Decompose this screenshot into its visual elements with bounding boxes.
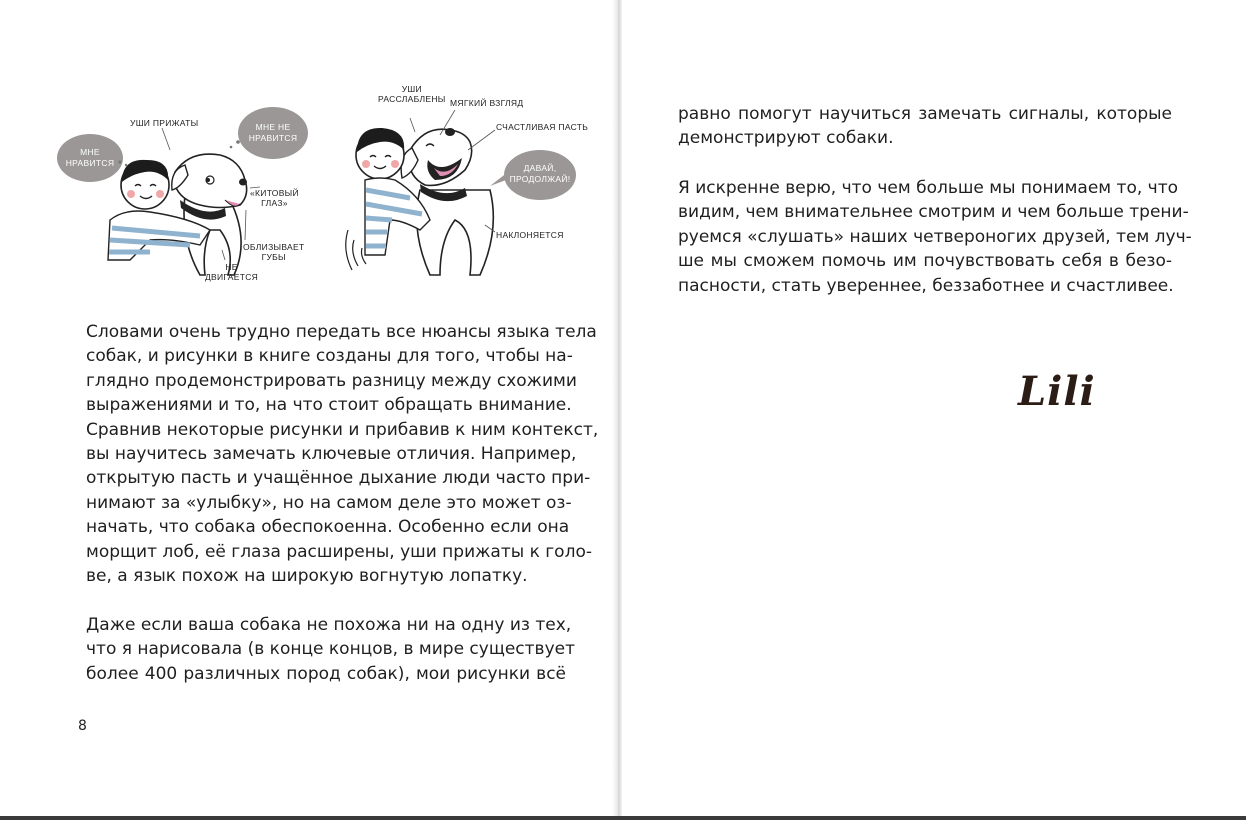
bubble-continue-text: ДАВАЙ, ПРОДОЛЖАЙ!	[509, 163, 571, 184]
label-ears-flattened: УШИ ПРИЖАТЫ	[130, 118, 199, 128]
text-line: видим, чем внимательнее смотрим и чем больше трени-	[678, 202, 1189, 223]
illustration-uncomfortable-dog	[50, 100, 320, 290]
text-line: ве, а язык похож на широкую вогнутую лопатку.	[86, 566, 528, 587]
text-line: ше мы сможем помочь им почувствовать себя в безо-	[678, 251, 1172, 272]
text-line: руемся «слушать» наших четвероногих друзей, тем луч-	[678, 226, 1192, 247]
text-line: Сравнив некоторые рисунки и прибавив к ним контекст,	[86, 419, 599, 440]
bubble-like-text: МНЕ НРАВИТСЯ	[65, 147, 115, 168]
text-line: что я нарисовала (в конце концов, в мире существует	[86, 639, 575, 660]
text-line: морщит лоб, её глаза расширены, уши прижаты к голо-	[86, 541, 592, 562]
label-leans: НАКЛОНЯЕТСЯ	[496, 230, 564, 240]
illustration-happy-dog	[340, 80, 589, 290]
text-line: Даже если ваша собака не похожа ни на одну из тех,	[86, 615, 572, 635]
label-ears-relaxed: УШИ РАССЛАБЛЕНЫ	[378, 84, 446, 104]
label-soft-gaze: МЯГКИЙ ВЗГЛЯД	[450, 98, 524, 108]
label-happy-mouth: СЧАСТЛИВАЯ ПАСТЬ	[496, 122, 589, 132]
paragraph-closing	[678, 176, 1192, 298]
right-page	[622, 0, 1246, 816]
text-line: демонстрируют собаки.	[678, 128, 894, 149]
happy-dog-drawing	[340, 80, 585, 290]
text-line: Словами очень трудно передать все нюансы языка тела	[86, 322, 597, 342]
page-number: 8	[78, 718, 87, 734]
text-line: глядно продемонстрировать разницу между схожими	[86, 370, 577, 391]
text-line: выражениями и то, на что стоит обращать внимание.	[86, 395, 572, 416]
text-line: вы научитесь замечать ключевые отличия. Например,	[86, 444, 577, 465]
text-line: открытую пасть и учащённое дыхание люди часто при-	[86, 468, 591, 489]
text-line: равно помогут научиться замечать сигналы, которые	[678, 104, 1172, 124]
label-licks-lips: ОБЛИЗЫВАЕТ ГУБЫ	[243, 242, 305, 262]
text-line: Я искренне верю, что чем больше мы понимаем то, что	[678, 178, 1178, 198]
paragraph-body-1	[86, 320, 599, 588]
text-line: собак, и рисунки в книге созданы для того, чтобы на-	[86, 346, 573, 367]
paragraph-body-2	[86, 613, 575, 686]
author-signature: Lili	[1018, 368, 1096, 415]
label-not-moving: НЕ ДВИГАЕТСЯ	[205, 262, 259, 282]
text-line: пасности, стать увереннее, беззаботнее и счастливее.	[678, 275, 1174, 296]
left-page	[0, 0, 616, 816]
book-bottom-edge	[0, 816, 1246, 820]
label-whale-eye: «КИТОВЫЙ ГЛАЗ»	[250, 188, 299, 208]
bubble-dislike-text: МНЕ НЕ НРАВИТСЯ	[248, 122, 298, 143]
paragraph-continued	[678, 102, 1172, 151]
text-line: нимают за «улыбку», но на самом деле это может оз-	[86, 492, 572, 513]
text-line: более 400 различных пород собак), мои рисунки всё	[86, 663, 566, 684]
text-line: начать, что собака обеспокоенна. Особенно если она	[86, 517, 570, 538]
